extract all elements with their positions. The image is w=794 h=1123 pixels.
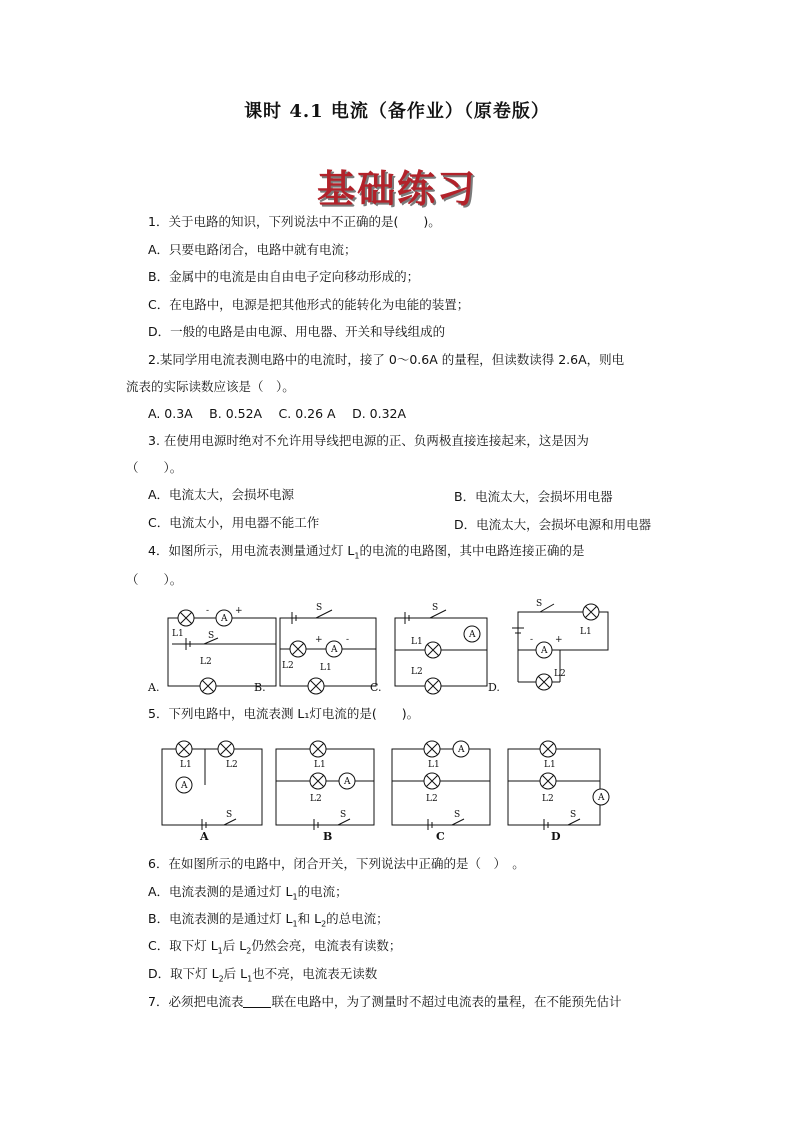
q1-option-a: A．只要电路闭合，电路中就有电流； bbox=[148, 242, 357, 257]
q6-stem: 6．在如图所示的电路中，闭合开关，下列说法中正确的是（ ） 。 bbox=[148, 856, 525, 871]
q1-option-d: D．一般的电路是由电源、用电器、开关和导线组成的 bbox=[148, 324, 446, 339]
q5c-l2-label: L2 bbox=[426, 794, 438, 804]
q4d-switch-label: S bbox=[536, 599, 543, 609]
q4-label-d: D. bbox=[488, 681, 500, 694]
q3-stem-line1: 3. 在使用电源时绝对不允许用导线把电源的正、负两极直接连接起来，这是因为 bbox=[148, 433, 589, 448]
q4d-l2-label: L2 bbox=[554, 669, 566, 679]
q5c-switch-label: S bbox=[454, 810, 461, 820]
q3-option-b: B．电流太大，会损坏用电器 bbox=[454, 489, 613, 504]
q5-label-d: D bbox=[551, 830, 561, 843]
q5d-ammeter-label: A bbox=[598, 793, 605, 803]
q5b-switch-label: S bbox=[340, 810, 347, 820]
q6-option-c: C．取下灯 $L_1$后 $L_2$仍然会亮，电流表有读数； bbox=[148, 938, 402, 956]
q4-stem-line2: （ ）。 bbox=[126, 572, 183, 587]
q5-label-b: B bbox=[323, 830, 333, 843]
q4c-ammeter-label: A bbox=[469, 630, 476, 640]
q3-option-a: A．电流太大，会损坏电源 bbox=[148, 487, 295, 502]
q2-stem-line1: 2.某同学用电流表测电路中的电流时，接了 0～0.6A 的量程，但读数读得 2.6A，则电 bbox=[148, 352, 625, 367]
q6-option-a: A．电流表测的是通过灯 $L_1$的电流； bbox=[148, 884, 348, 902]
q4d-plus: + bbox=[555, 635, 563, 645]
q3-stem-line2: （ ）。 bbox=[126, 460, 183, 475]
q2-options: A. 0.3A B. 0.52A C. 0.26 A D. 0.32A bbox=[148, 406, 407, 421]
q4a-ammeter-label: A bbox=[221, 614, 228, 624]
q4-circuit-diagrams bbox=[140, 598, 685, 698]
q4a-plus: + bbox=[235, 606, 243, 616]
q5-stem: 5．下列电路中，电流表测 L₁灯电流的是( )。 bbox=[148, 706, 420, 721]
q7-answer-blank[interactable] bbox=[243, 995, 271, 1008]
page-title: 课时 4.1 电流（备作业）（原卷版） bbox=[244, 101, 550, 122]
q2-stem-line2: 流表的实际读数应该是（ ）。 bbox=[126, 379, 295, 394]
q4-label-a: A. bbox=[148, 681, 160, 694]
q5-label-a: A bbox=[200, 830, 209, 843]
q4a-l2-label: L2 bbox=[200, 657, 212, 667]
q4d-ammeter-label: A bbox=[541, 646, 548, 656]
q4-label-b: B. bbox=[254, 681, 266, 694]
q5d-l2-label: L2 bbox=[542, 794, 554, 804]
q5a-switch-label: S bbox=[226, 810, 233, 820]
q5c-ammeter-label: A bbox=[458, 745, 465, 755]
q4c-l1-label: L1 bbox=[411, 637, 423, 647]
section-banner: 基础练习 bbox=[316, 167, 477, 211]
q4a-switch-label: S bbox=[208, 631, 215, 641]
q5a-ammeter-label: A bbox=[181, 781, 188, 791]
q5a-l1-label: L1 bbox=[180, 760, 192, 770]
q6-option-d: D．取下灯 $L_2$后 $L_1$也不亮，电流表无读数 bbox=[148, 966, 378, 984]
q5d-l1-label: L1 bbox=[544, 760, 556, 770]
q1-option-b: B．金属中的电流是由自由电子定向移动形成的； bbox=[148, 269, 420, 284]
q5d-switch-label: S bbox=[570, 810, 577, 820]
q4c-l2-label: L2 bbox=[411, 667, 423, 677]
q4b-ammeter-label: A bbox=[331, 645, 338, 655]
q1-option-c: C．在电路中，电源是把其他形式的能转化为电能的装置； bbox=[148, 297, 470, 312]
q3-option-d: D．电流太大，会损坏电源和用电器 bbox=[454, 517, 652, 532]
q5-circuit-diagrams bbox=[150, 735, 620, 830]
q4a-l1-label: L1 bbox=[172, 629, 184, 639]
q7-stem: 7．必须把电流表 联在电路中，为了测量时不超过电流表的量程，在不能预先估计 bbox=[148, 994, 622, 1009]
q5b-l2-label: L2 bbox=[310, 794, 322, 804]
q4d-minus: - bbox=[530, 635, 534, 645]
q4c-switch-label: S bbox=[432, 603, 439, 613]
q5a-l2-label: L2 bbox=[226, 760, 238, 770]
q4b-plus: + bbox=[315, 635, 323, 645]
q4a-minus: - bbox=[206, 606, 210, 616]
q3-option-c: C．电流太小，用电器不能工作 bbox=[148, 515, 320, 530]
q6-option-b: B．电流表测的是通过灯 $L_1$和 $L_2$的总电流； bbox=[148, 911, 389, 929]
q5c-l1-label: L1 bbox=[428, 760, 440, 770]
q4b-switch-label: S bbox=[316, 603, 323, 613]
q4b-l2-label: L2 bbox=[282, 661, 294, 671]
q5b-l1-label: L1 bbox=[314, 760, 326, 770]
q4b-l1-label: L1 bbox=[320, 663, 332, 673]
q1-stem: 1．关于电路的知识，下列说法中不正确的是( )。 bbox=[148, 214, 441, 229]
q4-stem-line1: 4．如图所示，用电流表测量通过灯 $L_1$的电流的电路图，其中电路连接正确的是 bbox=[148, 543, 585, 561]
q5b-ammeter-label: A bbox=[344, 777, 351, 787]
q5-label-c: C bbox=[436, 830, 445, 843]
q4-label-c: C. bbox=[370, 681, 382, 694]
q4b-minus: - bbox=[346, 635, 350, 645]
q4d-l1-label: L1 bbox=[580, 627, 592, 637]
